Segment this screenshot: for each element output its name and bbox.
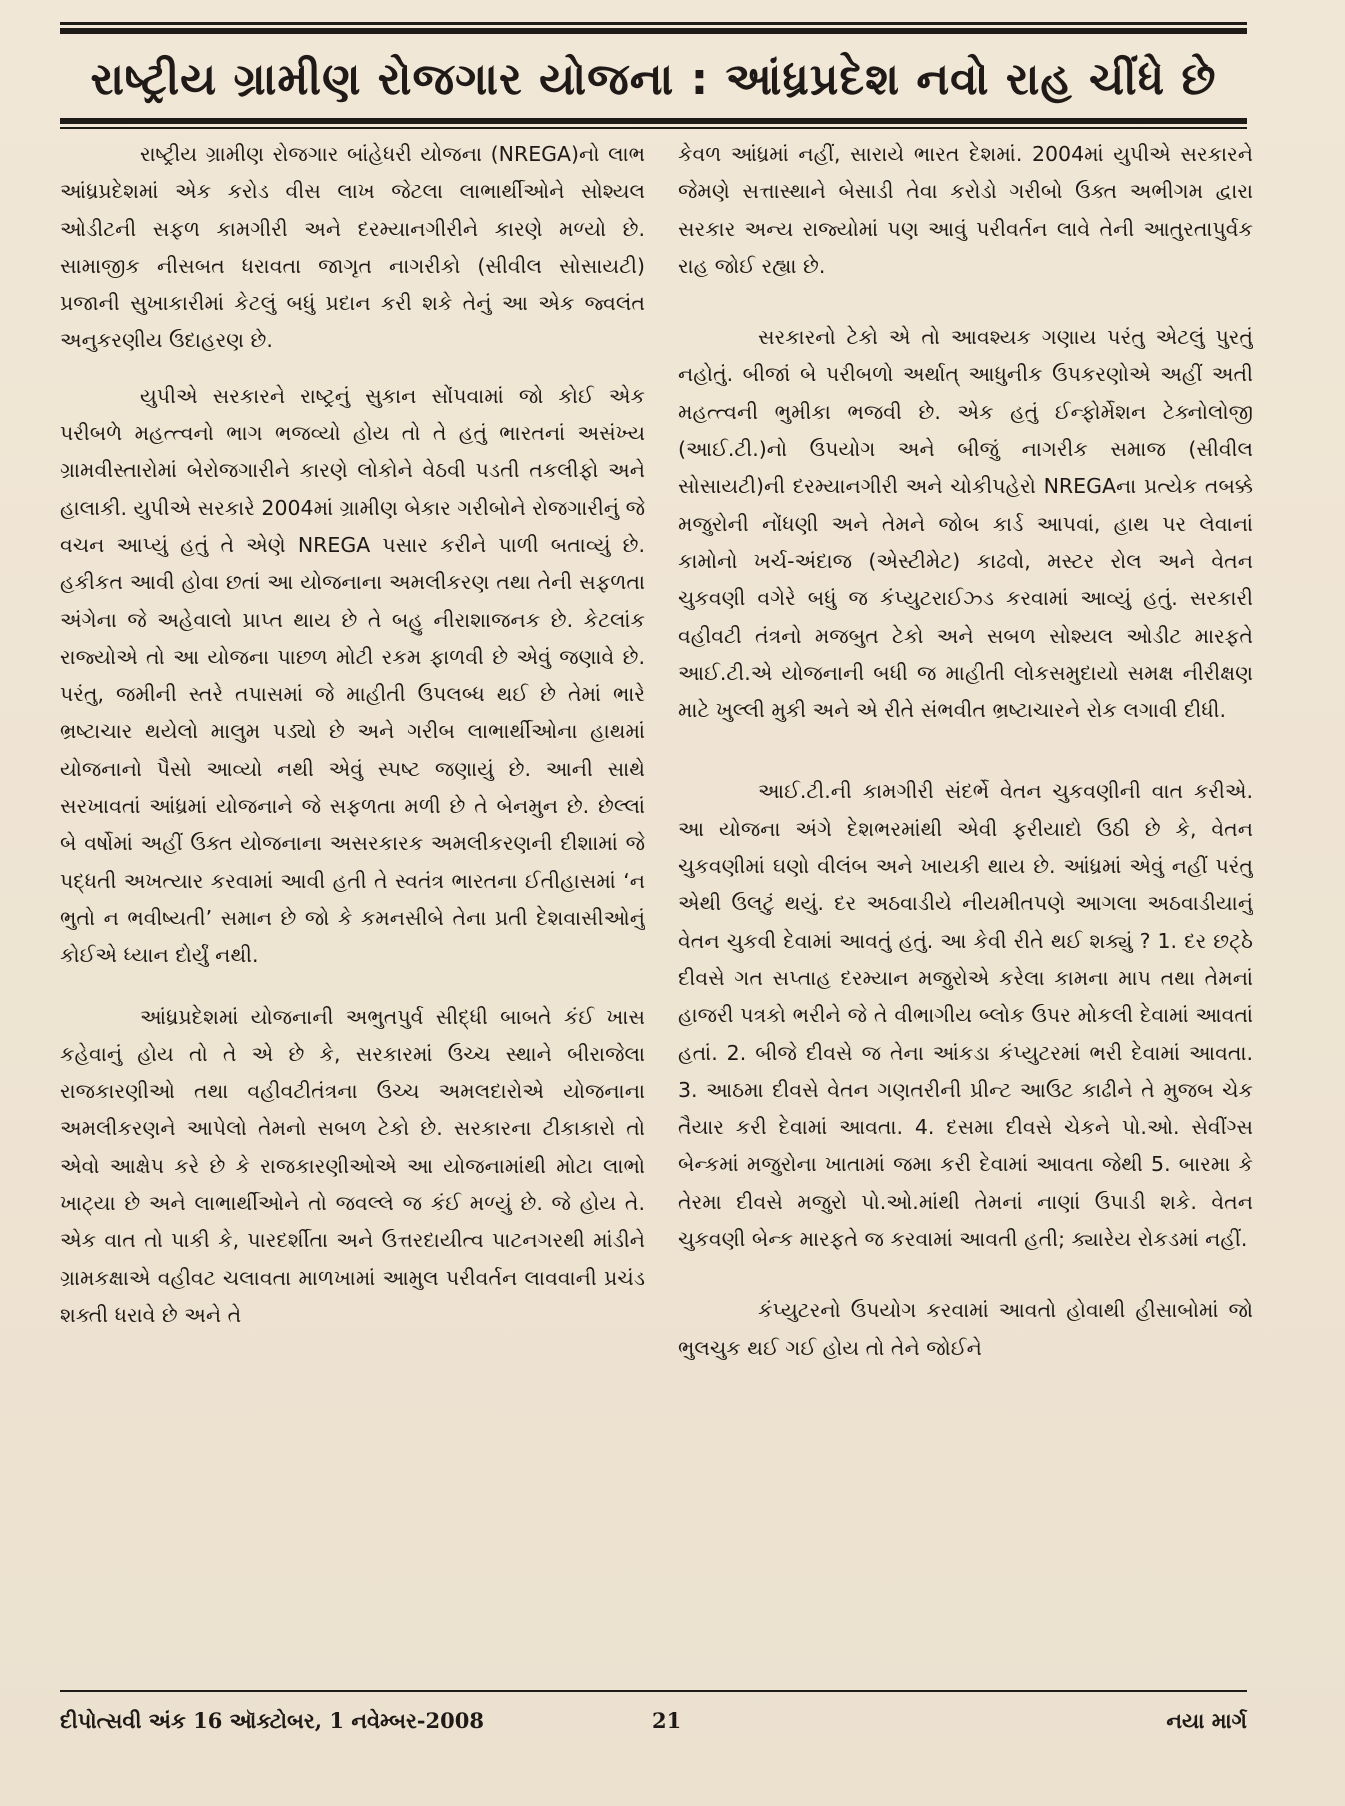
paragraph: સરકારનો ટેકો એ તો આવશ્યક ગણાય પરંતુ એટલું પુરતું નહોતું. બીજાં બે પરીબળો અર્થાત્ આધુનીક ઉપકરણોએ અહીં અતી મહત્ત્વની ભુમીકા ભજવી છે. એક હતું ઈન્ફોર્મેશન ટેક્નોલોજી (આઈ.ટી.)નો ઉપયોગ અને બીજું નાગરીક સમાજ (સીવીલ સોસાયટી)ની દરમ્યાનગીરી અને ચોકીપહેરો NREGAના પ્રત્યેક તબક્કે મજુરોની નોંધણી અને તેમને જોબ કાર્ડ આપવાં, હાથ પર લેવાનાં કામોનો ખર્ચ-અંદાજ (એસ્ટીમેટ) કાઢવો, મસ્ટર રોલ અને વેતન ચુકવણી વગેરે બધું જ કંપ્યુટરાઈઝ્ડ કરવામાં આવ્યું હતું. સરકારી વહીવટી તંત્રનો મજબુત ટેકો અને સબળ સોશ્યલ ઓડીટ મારફતે આઈ.ટી.એ યોજનાની બધી જ માહીતી લોકસમુદાયો સમક્ષ નીરીક્ષણ માટે ખુલ્લી મુકી અને એ રીતે સંભવીત ભ્રષ્ટાચારને રોક લગાવી દીધી.	[678, 325, 1253, 723]
paragraph: આઈ.ટી.ની કામગીરી સંદર્ભે વેતન ચુકવણીની વાત કરીએ. આ યોજના અંગે દેશભરમાંથી એવી ફરીયાદો ઉઠી છે કે, વેતન ચુકવણીમાં ઘણો વીલંબ અને ખાયકી થાય છે. આંધ્રમાં એવું નહીં પરંતુ એથી ઉલટું થયું. દર અઠવાડીયે નીયમીતપણે આગલા અઠવાડીયાનું વેતન ચુકવી દેવામાં આવતું હતું. આ કેવી રીતે થઈ શક્યું ? 1. દર છટ્ઠે દીવસે ગત સપ્તાહ દરમ્યાન મજુરોએ કરેલા કામના માપ તથા તેમનાં હાજરી પત્રકો ભરીને જે તે વીભાગીય બ્લોક ઉપર મોકલી દેવામાં આવતાં હતાં. 2. બીજે દીવસે જ તેના આંકડા કંપ્યુટરમાં ભરી દેવામાં આવતા. 3. આઠમા દીવસે વેતન ગણતરીની પ્રીન્ટ આઉટ કાઢીને તે મુજબ ચેક તૈયાર કરી દેવામાં આવતા. 4. દસમા દીવસે ચેકને પો.ઓ. સેવીંગ્સ બેન્કમાં મજુરોના ખાતામાં જમા કરી દેવામાં આવતા જેથી 5. બારમા કે તેરમા દીવસે મજુરો પો.ઓ.માંથી તેમનાં નાણાં ઉપાડી શકે. વેતન ચુકવણી બેન્ક મારફતે જ કરવામાં આવતી હતી; ક્યારેય રોકડમાં નહીં.	[678, 779, 1253, 1252]
page-number: 21	[652, 1708, 682, 1733]
paragraph: કેવળ આંધ્રમાં નહીં, સારાયે ભારત દેશમાં. 2004માં યુપીએ સરકારને જેમણે સત્તાસ્થાને બેસાડી તેવા કરોડો ગરીબો ઉક્ત અભીગમ દ્વારા સરકાર અન્ય રાજ્યોમાં પણ આવું પરીવર્તન લાવે તેની આતુરતાપુર્વક રાહ જોઈ રહ્યા છે.	[678, 142, 1253, 278]
paragraph: આંધ્રપ્રદેશમાં યોજનાની અભુતપુર્વ સીદ્ધી બાબતે કંઈ ખાસ કહેવાનું હોય તો તે એ છે કે, સરકારમાં ઉચ્ચ સ્થાને બીરાજેલા રાજકારણીઓ તથા વહીવટીતંત્રના ઉચ્ચ અમલદારોએ યોજનાના અમલીકરણને આપેલો તેમનો સબળ ટેકો છે. સરકારના ટીકાકારો તો એવો આક્ષેપ કરે છે કે રાજકારણીઓએ આ યોજનામાંથી મોટા લાભો ખાટ્યા છે અને લાભાર્થીઓને તો જવલ્લે જ કંઈ મળ્યું છે. જે હોય તે. એક વાત તો પાકી કે, પારદર્શીતા અને ઉત્તરદાયીત્વ પાટનગરથી માંડીને ગ્રામકક્ષાએ વહીવટ ચલાવતા માળખામાં આમુલ પરીવર્તન લાવવાની પ્રચંડ શક્તી ધરાવે છે અને તે	[60, 1004, 645, 1327]
title-rule-thin	[60, 127, 1247, 129]
paragraph: કંપ્યુટરનો ઉપયોગ કરવામાં આવતો હોવાથી હીસાબોમાં જો ભુલચુક થઈ ગઈ હોય તો તેને જોઈને	[678, 1298, 1253, 1360]
paragraph: રાષ્ટ્રીય ગ્રામીણ રોજગાર બાંહેધરી યોજના (NREGA)નો લાભ આંધ્રપ્રદેશમાં એક કરોડ વીસ લાખ જેટલા લાભાર્થીઓને સોશ્યલ ઓડીટની સફળ કામગીરી અને દરમ્યાનગીરીને કારણે મળ્યો છે. સામાજીક નીસબત ધરાવતા જાગૃત નાગરીકો (સીવીલ સોસાયટી) પ્રજાની સુખાકારીમાં કેટલું બધું પ્રદાન કરી શકે તેનું આ એક જ્વલંત અનુકરણીય ઉદાહરણ છે.	[60, 142, 645, 353]
title-rule-thick	[60, 118, 1247, 124]
issue-info: દીપોત્સવી અંક 16 ઑક્ટોબર, 1 નવેમ્બર-2008	[60, 1708, 484, 1733]
top-rule-thin	[60, 22, 1247, 25]
paragraph: યુપીએ સરકારને રાષ્ટ્રનું સુકાન સોંપવામાં જો કોઈ એક પરીબળે મહત્ત્વનો ભાગ ભજવ્યો હોય તો તે હતું ભારતનાં અસંખ્ય ગ્રામવીસ્તારોમાં બેરોજગારીને કારણે લોકોને વેઠવી પડતી તકલીફો અને હાલાકી. યુપીએ સરકારે 2004માં ગ્રામીણ બેકાર ગરીબોને રોજગારીનું જે વચન આપ્યું હતું તે એણે NREGA પસાર કરીને પાળી બતાવ્યું છે. હકીકત આવી હોવા છતાં આ યોજનાના અમલીકરણ તથા તેની સફળતા અંગેના જે અહેવાલો પ્રાપ્ત થાય છે તે બહુ નીરાશાજનક છે. કેટલાંક રાજ્યોએ તો આ યોજના પાછળ મોટી રકમ ફાળવી છે એવું જણાવે છે. પરંતુ, જમીની સ્તરે તપાસમાં જે માહીતી ઉપલબ્ધ થઈ છે તેમાં ભારે ભ્રષ્ટાચાર થયેલો માલુમ પડ્યો છે અને ગરીબ લાભાર્થીઓના હાથમાં યોજનાનો પૈસો આવ્યો નથી એવું સ્પષ્ટ જણાયું છે. આની સાથે સરખાવતાં આંધ્રમાં યોજનાને જે સફળતા મળી છે તે બેનમુન છે. છેલ્લાં બે વર્ષોમાં અહીં ઉક્ત યોજનાના અસરકારક અમલીકરણની દીશામાં જે પદ્ધતી અખત્યાર કરવામાં આવી હતી તે સ્વતંત્ર ભારતના ઈતીહાસમાં ‘ન ભુતો ન ભવીષ્યતી’ સમાન છે જો કે કમનસીબે તેના પ્રતી દેશવાસીઓનું કોઈએ ધ્યાન દોર્યું નથી.	[60, 383, 645, 968]
left-column	[60, 136, 645, 1676]
right-column	[678, 136, 1253, 1676]
footer-rule	[60, 1690, 1247, 1692]
page-footer	[60, 1696, 1247, 1746]
article-title: રાષ્ટ્રીય ગ્રામીણ રોજગાર યોજના : આંધ્રપ્રદેશ નવો રાહ ચીંધે છે	[90, 53, 1217, 105]
publication-name: નયા માર્ગ	[1166, 1708, 1247, 1733]
